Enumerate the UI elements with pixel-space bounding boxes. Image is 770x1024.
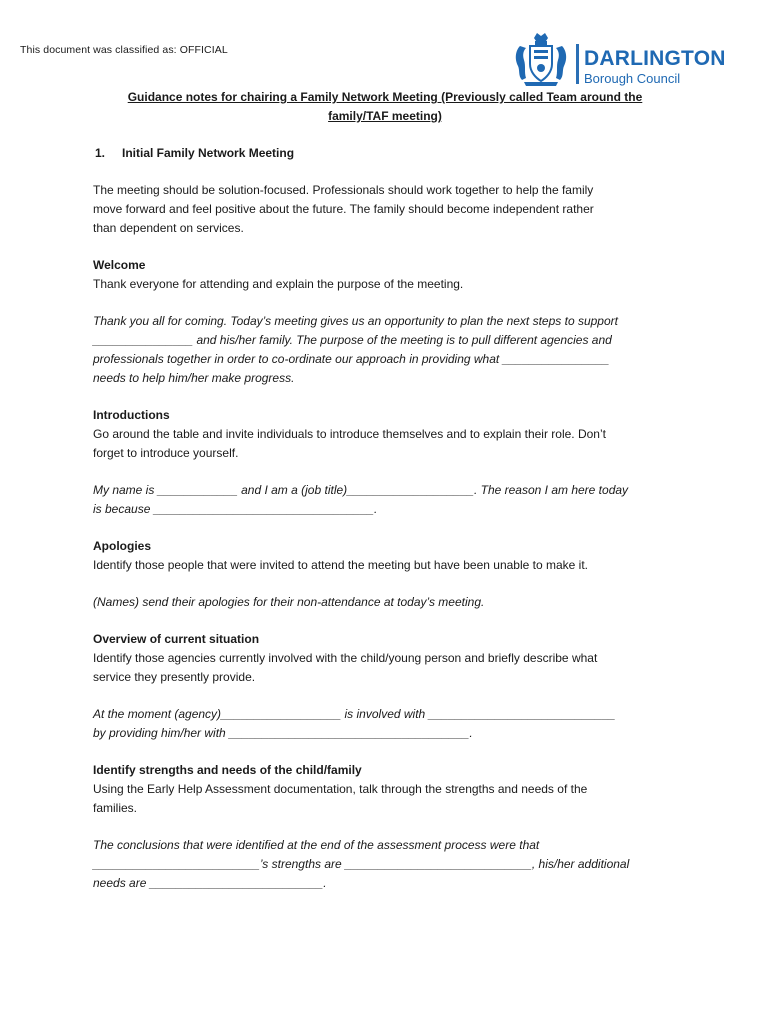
script-line: _________________________’s strengths are ____________________________, his/her additional bbox=[93, 857, 630, 871]
text-line: forget to introduce yourself. bbox=[93, 446, 239, 460]
introductions-block bbox=[93, 406, 683, 463]
text-line: Go around the table and invite individuals to introduce themselves and to explain their role. Don’t bbox=[93, 427, 606, 441]
logo-divider bbox=[576, 44, 579, 84]
strengths-heading: Identify strengths and needs of the child/family bbox=[93, 763, 362, 777]
intro-paragraph bbox=[93, 181, 683, 238]
section-number: 1. bbox=[95, 146, 106, 160]
script-line: by providing him/her with ____________________________________. bbox=[93, 726, 473, 740]
overview-script bbox=[93, 705, 683, 743]
script-line: (Names) send their apologies for their non-attendance at today’s meeting. bbox=[93, 595, 485, 609]
strengths-block bbox=[93, 761, 683, 818]
document-body bbox=[93, 144, 683, 911]
title-line-2: family/TAF meeting) bbox=[328, 109, 442, 123]
script-line: At the moment (agency)__________________ is involved with ____________________________ bbox=[93, 707, 616, 721]
welcome-script bbox=[93, 312, 683, 388]
text-line: Using the Early Help Assessment documentation, talk through the strengths and needs of the bbox=[93, 782, 588, 796]
overview-block bbox=[93, 630, 683, 687]
script-line: needs are __________________________. bbox=[93, 876, 327, 890]
apologies-script bbox=[93, 593, 683, 612]
introductions-heading: Introductions bbox=[93, 408, 170, 422]
text-line: families. bbox=[93, 801, 138, 815]
apologies-heading: Apologies bbox=[93, 539, 152, 553]
apologies-block bbox=[93, 537, 683, 575]
crest-icon bbox=[510, 30, 572, 88]
logo-subtitle: Borough Council bbox=[584, 71, 681, 86]
welcome-heading: Welcome bbox=[93, 258, 146, 272]
apologies-text: Identify those people that were invited to attend the meeting but have been unable to make it. bbox=[93, 558, 588, 572]
script-line: The conclusions that were identified at the end of the assessment process were that bbox=[93, 838, 540, 852]
title-line-1: Guidance notes for chairing a Family Network Meeting (Previously called Team around the bbox=[127, 90, 643, 104]
text-line: Identify those agencies currently involved with the child/young person and briefly describe what bbox=[93, 651, 598, 665]
welcome-text: Thank everyone for attending and explain the purpose of the meeting. bbox=[93, 277, 464, 291]
document-title bbox=[93, 88, 677, 126]
script-line: Thank you all for coming. Today’s meeting gives us an opportunity to plan the next steps to support bbox=[93, 314, 618, 328]
script-line: professionals together in order to co-ordinate our approach in providing what ________________ bbox=[93, 352, 610, 366]
section-heading bbox=[95, 144, 683, 163]
script-line: needs to help him/her make progress. bbox=[93, 371, 295, 385]
script-line: is because _________________________________. bbox=[93, 502, 378, 516]
council-logo bbox=[510, 30, 735, 90]
welcome-block bbox=[93, 256, 683, 294]
strengths-script bbox=[93, 836, 683, 893]
logo-name: DARLINGTON bbox=[584, 47, 726, 70]
classification-label: This document was classified as: OFFICIAL bbox=[20, 44, 228, 56]
script-line: My name is ____________ and I am a (job title)___________________. The reason I am here today bbox=[93, 483, 629, 497]
script-line: _______________ and his/her family. The purpose of the meeting is to pull different agencies and bbox=[93, 333, 612, 347]
overview-heading: Overview of current situation bbox=[93, 632, 260, 646]
text-line: service they presently provide. bbox=[93, 670, 256, 684]
text-line: The meeting should be solution-focused. Professionals should work together to help the family bbox=[93, 183, 594, 197]
text-line: move forward and feel positive about the future. The family should become independent rather bbox=[93, 202, 594, 216]
text-line: than dependent on services. bbox=[93, 221, 244, 235]
introductions-script bbox=[93, 481, 683, 519]
section-title: Initial Family Network Meeting bbox=[122, 146, 295, 160]
